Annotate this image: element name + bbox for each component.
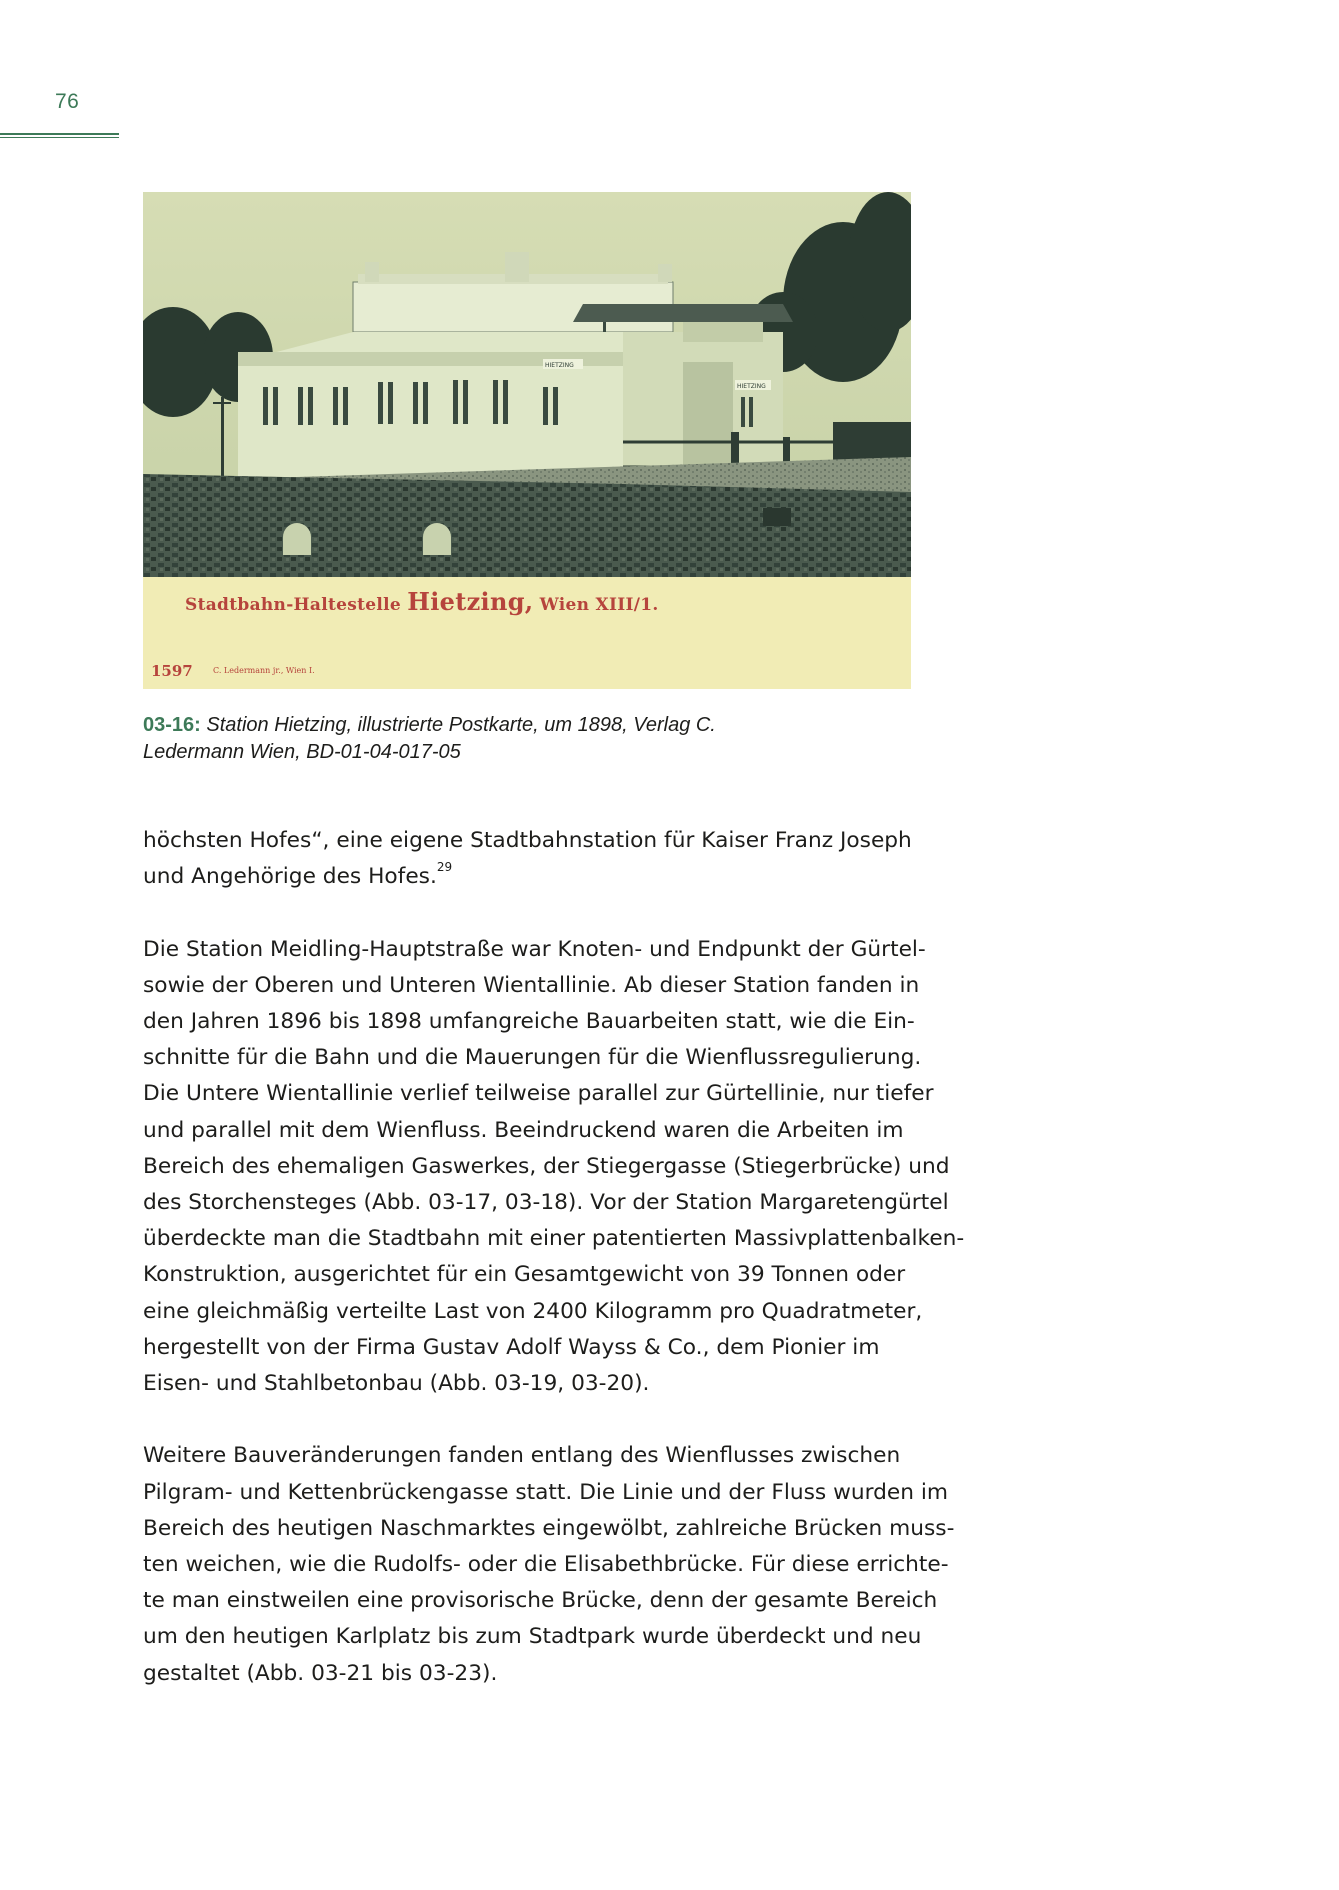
text-line: und Angehörige des Hofes.$^{29}$ xyxy=(143,859,453,890)
figure-label: 03-16: xyxy=(143,714,201,736)
text-line: Pilgram- und Kettenbrückengasse statt. Die Linie und der Fluss wurden im xyxy=(143,1479,949,1505)
text-line: den Jahren 1896 bis 1898 umfangreiche Bauarbeiten statt, wie die Ein- xyxy=(143,1009,915,1034)
text-line: Eisen- und Stahlbetonbau (Abb. 03-19, 03-20). xyxy=(143,1371,650,1397)
paragraph xyxy=(143,932,1043,1403)
text-line: te man einstweilen eine provisorische Brücke, denn der gesamte Bereich xyxy=(143,1588,938,1614)
postcard-number: 1597 xyxy=(151,662,193,680)
text-line: Bereich des heutigen Naschmarktes eingewölbt, zahlreiche Brücken muss- xyxy=(143,1515,955,1541)
text-line: gestaltet (Abb. 03-21 bis 03-23). xyxy=(143,1660,498,1686)
figure-caption-line-1: Station Hietzing, illustrierte Postkarte, um 1898, Verlag C. xyxy=(206,714,716,736)
postcard-caption xyxy=(185,587,659,616)
page-number: 76 xyxy=(55,90,80,113)
text-line: ten weichen, wie die Rudolfs- oder die Elisabethbrücke. Für diese errichte- xyxy=(143,1552,949,1578)
postcard-caption-prefix: Stadtbahn-Haltestelle xyxy=(185,595,402,615)
text-line: Konstruktion, ausgerichtet für ein Gesamtgewicht von 39 Tonnen oder xyxy=(143,1262,906,1288)
footnote-marker[interactable]: 29 xyxy=(436,859,453,874)
body-text xyxy=(143,823,1043,1728)
text-line: Die Station Meidling-Hauptstraße war Knoten- und Endpunkt der Gürtel- xyxy=(143,936,926,962)
text-line: Die Untere Wientallinie verlief teilweise parallel zur Gürtellinie, nur tiefer xyxy=(143,1081,934,1107)
figure-caption xyxy=(143,712,843,766)
text-line: um den heutigen Karlplatz bis zum Stadtpark wurde überdeckt und neu xyxy=(143,1624,922,1650)
header-rule xyxy=(0,133,119,135)
header-rule-thin xyxy=(0,137,119,138)
postcard-sign-1: HIETZING xyxy=(545,362,574,369)
text-line: Weitere Bauveränderungen fanden entlang des Wienflusses zwischen xyxy=(143,1443,901,1469)
text-line: Bereich des ehemaligen Gaswerkes, der Stiegergasse (Stiegerbrücke) und xyxy=(143,1153,950,1179)
postcard-caption-name: Hietzing, xyxy=(407,587,534,616)
text-line: des Storchensteges (Abb. 03-17, 03-18). Vor der Station Margaretengürtel xyxy=(143,1190,949,1216)
text-line: eine gleichmäßig verteilte Last von 2400 Kilogramm pro Quadratmeter, xyxy=(143,1298,923,1324)
paragraph xyxy=(143,1438,1043,1691)
text-line: überdeckte man die Stadtbahn mit einer patentierten Massivplattenbalken- xyxy=(143,1226,965,1252)
text-line: sowie der Oberen und Unteren Wientallinie. Ab dieser Station fanden in xyxy=(143,972,920,998)
postcard-sign-2: HIETZING xyxy=(737,383,766,390)
postcard-caption-suffix: Wien XIII/1. xyxy=(539,595,659,615)
text-line: und parallel mit dem Wienfluss. Beeindruckend waren die Arbeiten im xyxy=(143,1117,904,1143)
text-line: höchsten Hofes“, eine eigene Stadtbahnstation für Kaiser Franz Joseph xyxy=(143,828,912,853)
text-line: schnitte für die Bahn und die Mauerungen für die Wienflussregulierung. xyxy=(143,1045,922,1071)
postcard-publisher: C. Ledermann jr., Wien I. xyxy=(213,666,315,675)
figure-caption-line-2: Ledermann Wien, BD-01-04-017-05 xyxy=(143,741,461,763)
text-line: hergestellt von der Firma Gustav Adolf Wayss & Co., dem Pionier im xyxy=(143,1334,880,1360)
paragraph xyxy=(143,823,1043,895)
postcard-photo xyxy=(143,192,911,689)
